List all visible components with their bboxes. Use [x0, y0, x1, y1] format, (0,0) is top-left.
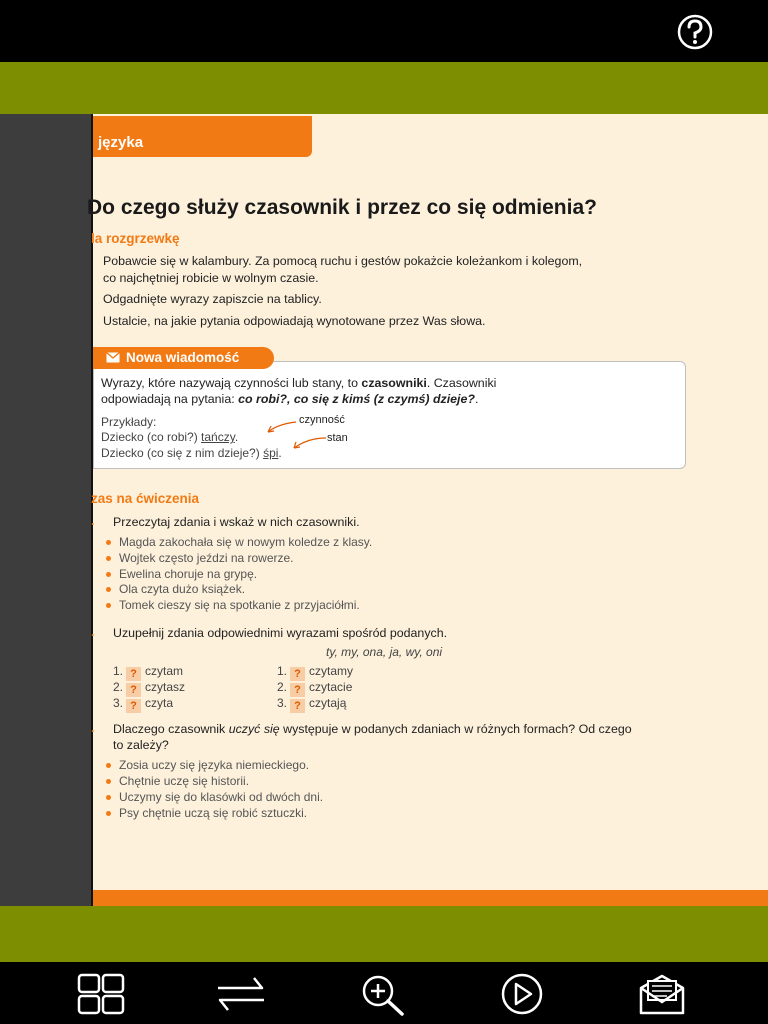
- answer-gap[interactable]: ?: [126, 699, 141, 713]
- mail-icon[interactable]: [637, 972, 687, 1016]
- warmup-line: Ustalcie, na jakie pytania odpowiadają wynotowane przez Was słowa.: [103, 314, 486, 328]
- list-item: Zosia uczy się języka niemieckiego.: [119, 758, 310, 772]
- list-item: Uczymy się do klasówki od dwóch dni.: [119, 790, 324, 804]
- textbook-page: [87, 114, 768, 906]
- list-item: Chętnie uczę się historii.: [119, 774, 250, 788]
- exercise-number: .: [91, 514, 95, 528]
- page-footer-stripe: [93, 890, 768, 906]
- annotation-state: stan: [327, 432, 348, 444]
- side-panel: [0, 114, 93, 906]
- note-tab: [93, 347, 274, 369]
- exercises-heading: zas na ćwiczenia: [91, 491, 200, 506]
- top-bar: [0, 0, 768, 62]
- example-state: Dziecko (co się z nim dzieje?) śpi.: [101, 446, 282, 460]
- footer-band: [0, 906, 768, 962]
- exercise-3-instruction-cont: to zależy?: [113, 738, 169, 752]
- list-item: Psy chętnie uczą się robić sztuczki.: [119, 806, 308, 820]
- word-bank: ty, my, ona, ja, wy, oni: [326, 645, 443, 659]
- help-icon[interactable]: [672, 13, 718, 51]
- list-item: Wojtek często jeździ na rowerze.: [119, 551, 294, 565]
- gap-sentence: 1. ? czytamy: [277, 664, 354, 680]
- exercise-1-instruction: Przeczytaj zdania i wskaż w nich czasowniki.: [113, 515, 360, 529]
- warmup-line: co najchętniej robicie w wolnym czasie.: [103, 271, 319, 285]
- annotation-action: czynność: [299, 414, 345, 426]
- envelope-icon: [106, 352, 120, 363]
- exercise-2-instruction: Uzupełnij zdania odpowiednimi wyrazami spośród podanych.: [113, 626, 448, 640]
- answer-gap[interactable]: ?: [290, 699, 305, 713]
- annotation-arrows: [228, 414, 358, 459]
- play-icon[interactable]: [497, 972, 547, 1016]
- list-item: Tomek cieszy się na spotkanie z przyjaciółmi.: [119, 598, 360, 612]
- header-band: [0, 62, 768, 114]
- section-tab: języka: [93, 116, 312, 157]
- zoom-in-icon[interactable]: [358, 972, 408, 1016]
- examples-label: Przykłady:: [101, 415, 157, 429]
- gap-sentence: 3. ? czyta: [113, 696, 174, 712]
- swap-icon[interactable]: [216, 972, 266, 1016]
- note-tab-label: Nowa wiadomość: [126, 350, 240, 365]
- list-item: Magda zakochała się w nowym koledze z klasy.: [119, 535, 373, 549]
- warmup-heading: la rozgrzewkę: [91, 231, 180, 246]
- exercise-number: .: [91, 721, 95, 735]
- warmup-line: Pobawcie się w kalambury. Za pomocą ruchu i gestów pokażcie koleżankom i kolegom,: [103, 254, 583, 268]
- gap-sentence: 3. ? czytają: [277, 696, 347, 712]
- lesson-title: Do czego służy czasownik i przez co się odmienia?: [87, 196, 597, 219]
- list-item: Ola czyta dużo książek.: [119, 582, 246, 596]
- answer-gap[interactable]: ?: [290, 683, 305, 697]
- gap-sentence: 1. ? czytam: [113, 664, 184, 680]
- example-action: Dziecko (co robi?) tańczy.: [101, 430, 239, 444]
- answer-gap[interactable]: ?: [126, 667, 141, 681]
- warmup-line: Odgadnięte wyrazy zapiszcie na tablicy.: [103, 292, 322, 306]
- note-definition: Wyrazy, które nazywają czynności lub stany, to czasowniki. Czasowniki: [101, 376, 497, 390]
- gap-sentence: 2. ? czytacie: [277, 680, 353, 696]
- exercise-3-instruction: Dlaczego czasownik uczyć się występuje w podanych zdaniach w różnych formach? Od czego: [113, 722, 632, 736]
- grid-icon[interactable]: [76, 972, 126, 1016]
- gap-sentence: 2. ? czytasz: [113, 680, 186, 696]
- exercise-number: .: [91, 625, 95, 639]
- answer-gap[interactable]: ?: [126, 683, 141, 697]
- list-item: Ewelina choruje na grypę.: [119, 567, 258, 581]
- note-questions: odpowiadają na pytania: co robi?, co się z kimś (z czymś) dzieje?.: [101, 392, 479, 406]
- answer-gap[interactable]: ?: [290, 667, 305, 681]
